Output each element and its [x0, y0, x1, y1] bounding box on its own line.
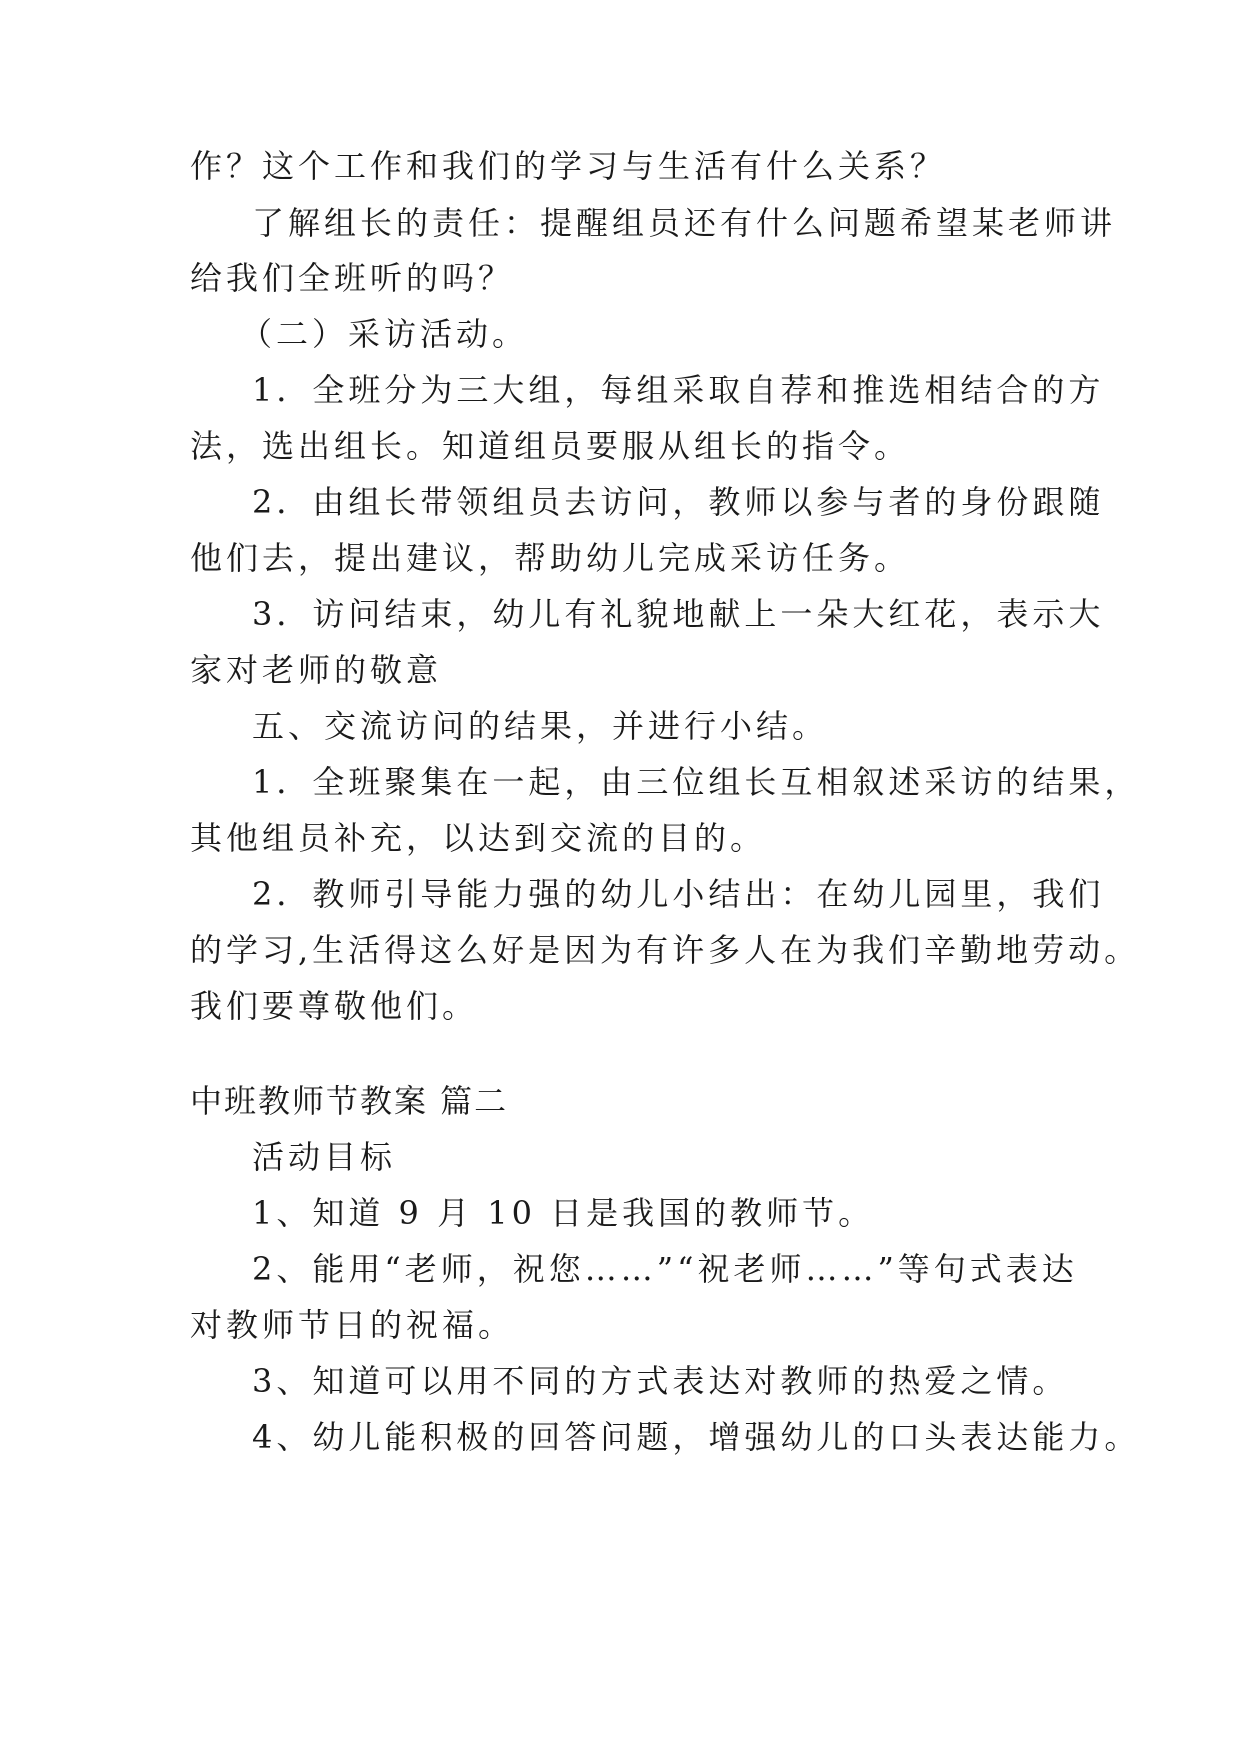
- paragraph-line: 3、知道可以用不同的方式表达对教师的热爱之情。: [252, 1362, 1069, 1400]
- paragraph-line: 其他组员补充，以达到交流的目的。: [190, 819, 767, 857]
- paragraph-line: 作？这个工作和我们的学习与生活有什么关系？: [190, 147, 947, 185]
- paragraph-line: 的学习,生活得这么好是因为有许多人在为我们辛勤地劳动。: [190, 931, 1141, 969]
- paragraph-line: 我们要尊敬他们。: [190, 987, 479, 1025]
- section-heading: 活动目标: [252, 1138, 397, 1176]
- paragraph-line: 2．由组长带领组员去访问，教师以参与者的身份跟随: [252, 483, 1105, 521]
- paragraph-line: 他们去，提出建议，帮助幼儿完成采访任务。: [190, 539, 911, 577]
- paragraph-line: 4、幼儿能积极的回答问题，增强幼儿的口头表达能力。: [252, 1418, 1141, 1456]
- paragraph-line: 3．访问结束，幼儿有礼貌地献上一朵大红花，表示大: [252, 595, 1105, 633]
- paragraph-line: 家对老师的敬意: [190, 651, 443, 689]
- paragraph-line: 法，选出组长。知道组员要服从组长的指令。: [190, 427, 911, 465]
- document-title: 中班教师节教案 篇二: [190, 1082, 509, 1120]
- paragraph-line: 1、知道 9 月 10 日是我国的教师节。: [252, 1194, 875, 1232]
- paragraph-line: 2．教师引导能力强的幼儿小结出：在幼儿园里，我们: [252, 875, 1105, 913]
- paragraph-line: 1．全班聚集在一起，由三位组长互相叙述采访的结果，: [252, 763, 1141, 801]
- section-heading: （二）采访活动。: [240, 315, 529, 353]
- paragraph-line: 了解组长的责任：提醒组员还有什么问题希望某老师讲: [252, 204, 1117, 242]
- paragraph-line: 1．全班分为三大组，每组采取自荐和推选相结合的方: [252, 371, 1105, 409]
- paragraph-line: 对教师节日的祝福。: [190, 1306, 515, 1344]
- paragraph-line: 给我们全班听的吗？: [190, 259, 515, 297]
- paragraph-line: 2、能用“老师，祝您……”“祝老师……”等句式表达: [252, 1250, 1078, 1288]
- section-heading: 五、交流访问的结果，并进行小结。: [252, 707, 829, 745]
